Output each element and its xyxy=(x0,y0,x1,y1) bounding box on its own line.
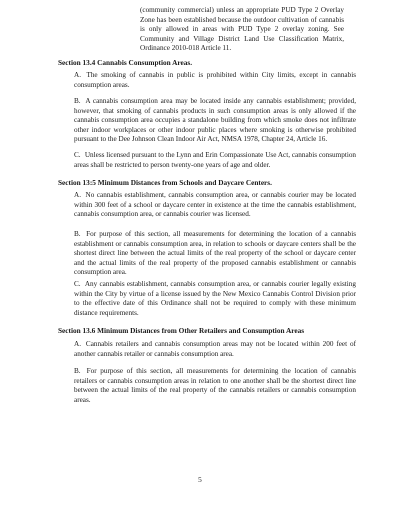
item-text: Cannabis retailers and cannabis consumption areas may not be located within 200 feet of another cannabis retailer or cannabis consumption area. xyxy=(74,340,356,358)
item-marker: A. xyxy=(74,191,81,199)
item-text: Any cannabis establishment, cannabis consumption area, or cannabis courier legally existing within the City by virtue of a license issued by the New Mexico Cannabis Control Division prior to the effective date of this Ordinance shall not be required to comply with these minimum distance requirements. xyxy=(74,280,356,317)
item-marker: A. xyxy=(74,340,81,348)
section-13-5-item-a xyxy=(74,191,356,220)
item-text: A cannabis consumption area may be located inside any cannabis establishment; provided, however, that smoking of cannabis products in such consumption areas is only allowed if the cannabis consumption area occupies a standalone building from which smoke does not infiltrate other indoor workplaces or other indoor public places where smoking is otherwise prohibited pursuant to the Dee Johnson Clean Indoor Air Act, NMSA 1978, Chapter 24, Article 16. xyxy=(74,97,356,144)
section-heading-13-5: Section 13:5 Minimum Distances from Schools and Daycare Centers. xyxy=(58,178,272,187)
item-marker: A. xyxy=(74,71,81,79)
item-text: Unless licensed pursuant to the Lynn and Erin Compassionate Use Act, cannabis consumption areas shall be restricted to person twenty-one years of age and older. xyxy=(74,151,357,169)
item-marker: B. xyxy=(74,367,81,375)
section-13-5-item-b xyxy=(74,230,356,278)
section-13-4-item-b xyxy=(74,97,356,145)
section-heading-13-6: Section 13.6 Minimum Distances from Other Retailers and Consumption Areas xyxy=(58,326,305,335)
section-heading-13-4: Section 13.4 Cannabis Consumption Areas. xyxy=(58,58,193,67)
item-text: For purpose of this section, all measurements for determining the location of a cannabis establishment or cannabis consumption area, in relation to schools or daycare centers shall be the shortest direct line between the actual limits of the real property of the school or daycare center and the actual limits of the real property of the proposed cannabis establishment or cannabis consumption area. xyxy=(74,230,357,277)
section-13-4-item-a xyxy=(74,71,356,90)
item-marker: B. xyxy=(74,97,81,105)
page-number: 5 xyxy=(198,475,202,484)
section-13-4-item-c xyxy=(74,151,356,170)
item-marker: C. xyxy=(74,151,81,159)
intro-paragraph: (community commercial) unless an appropriate PUD Type 2 Overlay Zone has been established because the outdoor cultivation of cannabis is only allowed in areas with PUD Type 2 overlay zoning. See Community and Village District Land Use Classification Matrix, Ordinance 2010-018 Article 11. xyxy=(140,6,344,53)
section-13-6-item-a xyxy=(74,340,356,359)
item-text: No cannabis establishment, cannabis consumption area, or cannabis courier may be located within 300 feet of a school or daycare center in existence at the time the cannabis establishment, cannabis consumption area, or cannabis courier was licensed. xyxy=(74,191,357,219)
item-marker: C. xyxy=(74,280,81,288)
item-text: The smoking of cannabis in public is prohibited within City limits, except in cannabis consumption areas. xyxy=(74,71,357,89)
item-marker: B. xyxy=(74,230,81,238)
section-13-6-item-b xyxy=(74,367,356,405)
section-13-5-item-c xyxy=(74,280,356,318)
item-text: For purpose of this section, all measurements for determining the location of cannabis retailers or cannabis consumption areas in relation to one another shall be the shortest direct line between the actual limits of the real property of the cannabis retailers or cannabis consumption areas. xyxy=(74,367,356,404)
